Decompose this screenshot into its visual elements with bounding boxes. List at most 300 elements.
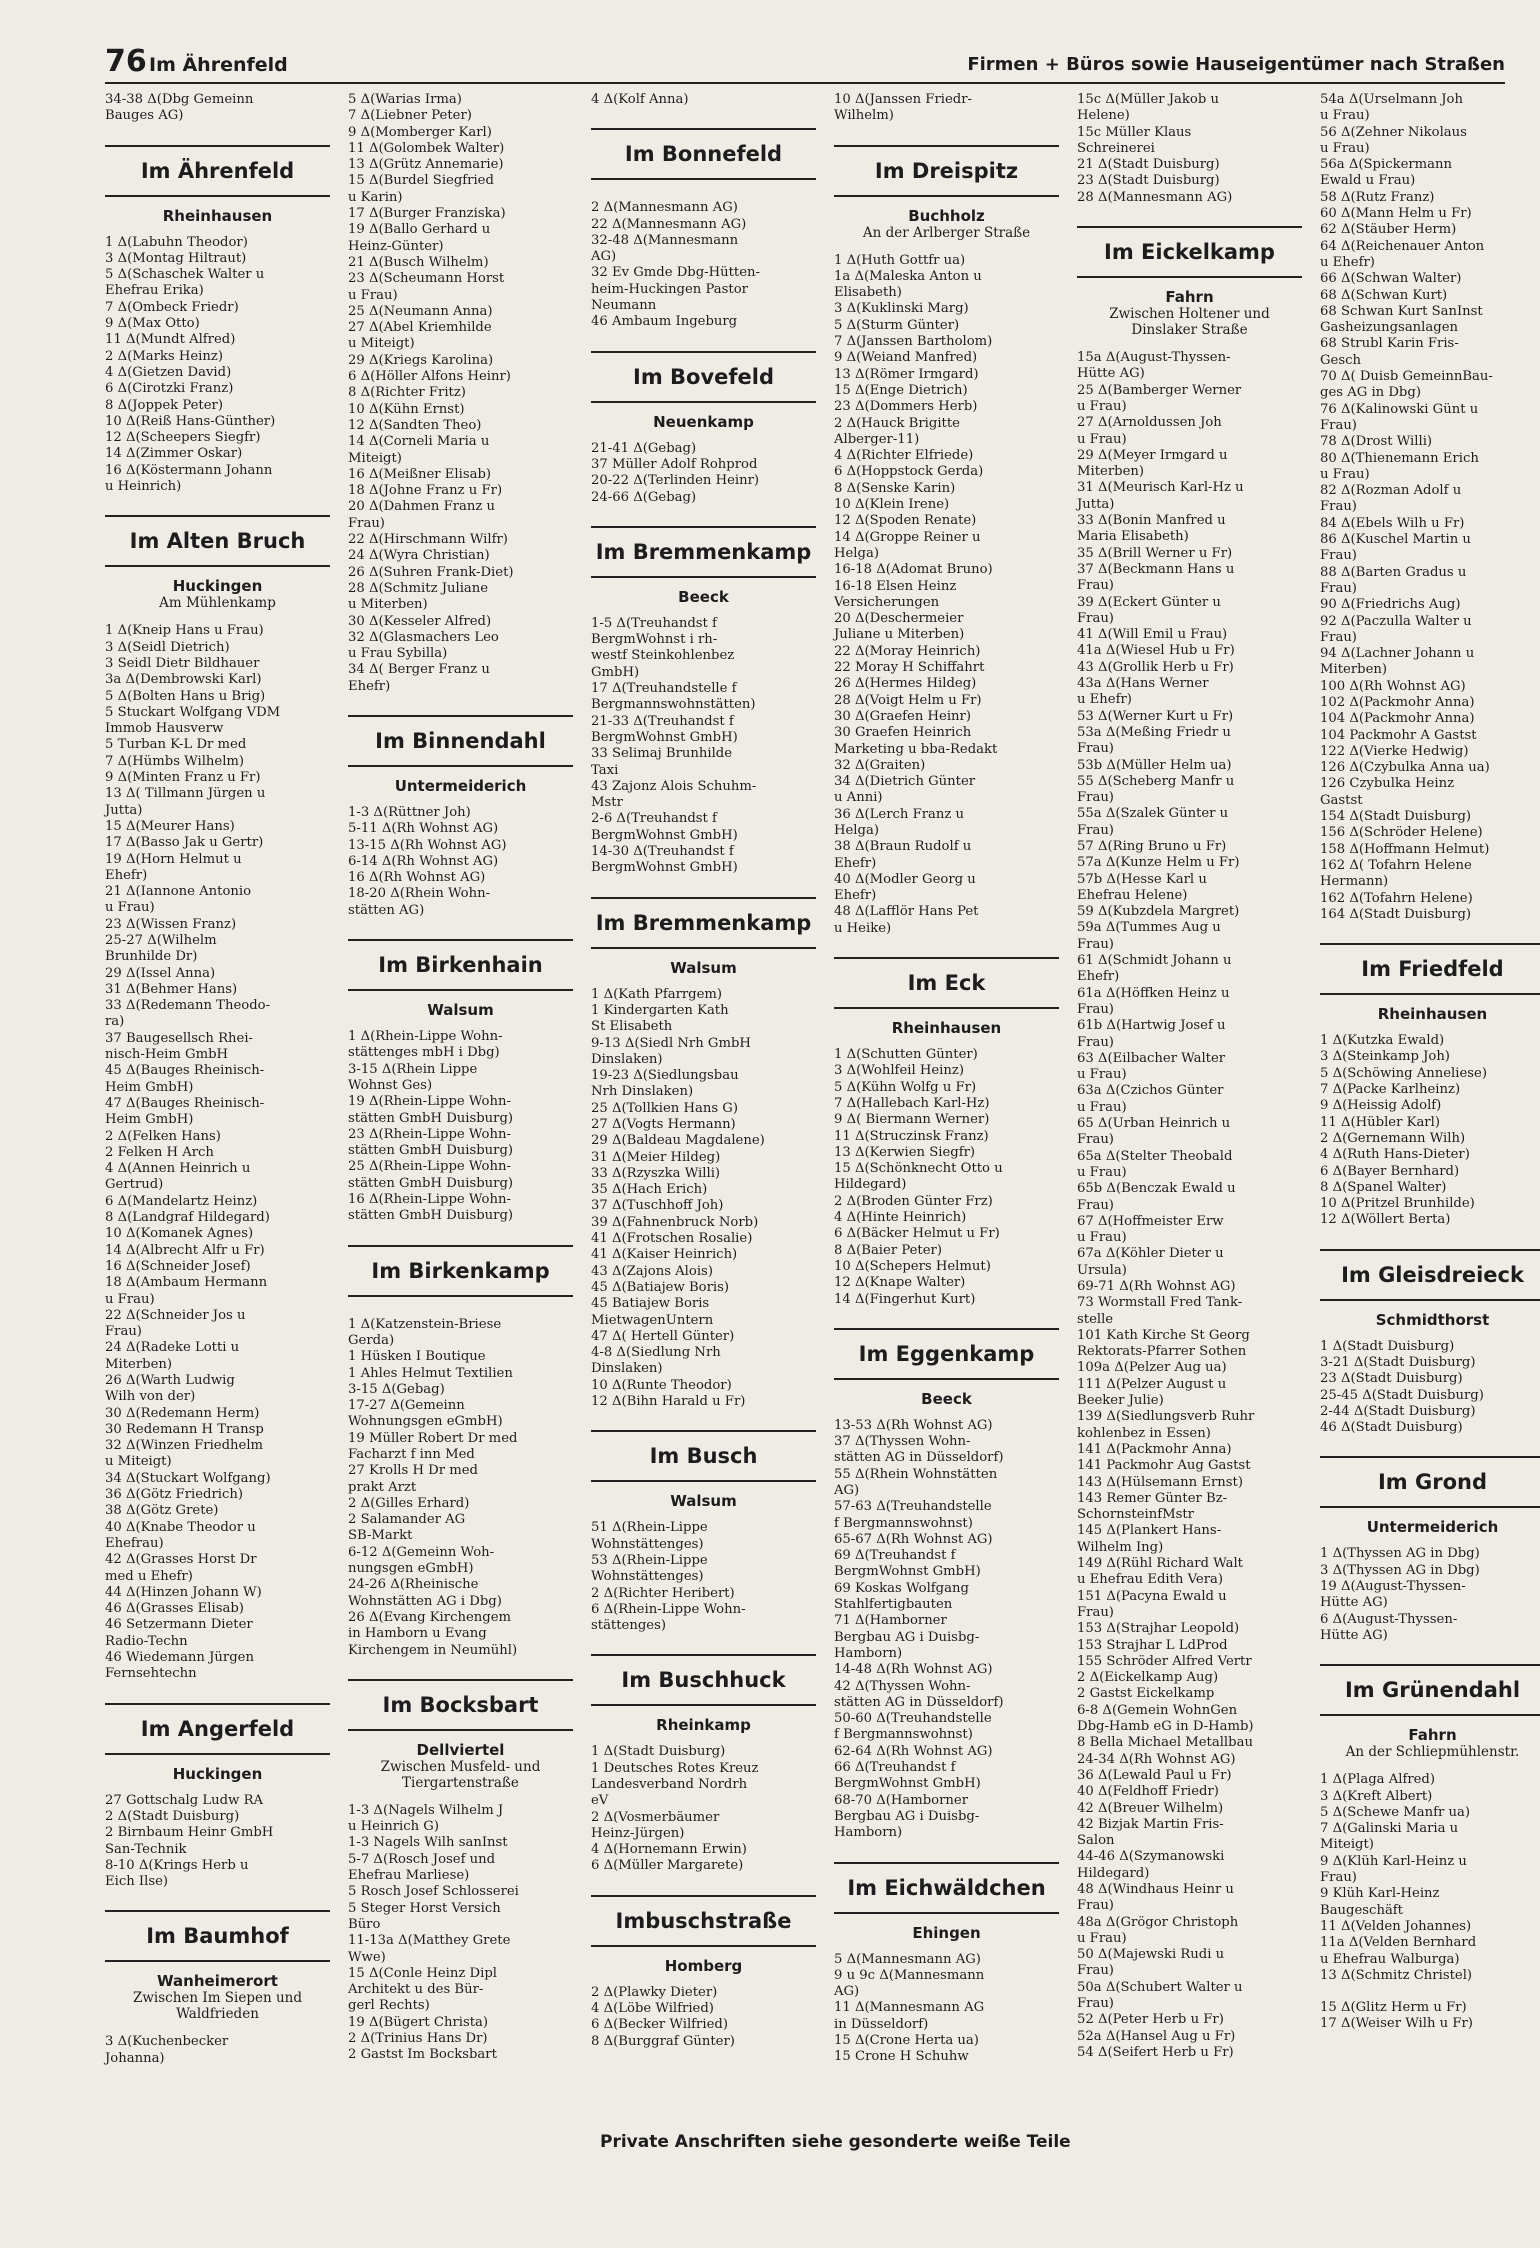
directory-entry: 16-18 Δ(Adomat Bruno) (834, 562, 993, 578)
directory-entry: 19-23 Δ(Siedlungsbau (591, 1068, 739, 1084)
directory-entry: 21 Δ(Stadt Duisburg) (1077, 157, 1220, 173)
directory-entry: kohlenbez in Essen) (1077, 1425, 1211, 1441)
directory-entry: Frau) (1077, 1001, 1114, 1017)
directory-entry: Wilhelm) (834, 108, 894, 124)
directory-entry: Salon (1077, 1833, 1115, 1849)
directory-entry: 11-13a Δ(Matthey Grete (348, 1933, 511, 1949)
directory-entry: 2-44 Δ(Stadt Duisburg) (1320, 1403, 1476, 1419)
directory-entry: 9 Δ(Momberger Karl) (348, 124, 492, 140)
directory-entry: 1 Δ(Stadt Duisburg) (591, 1744, 726, 1760)
street-name: Im Ährenfeld (140, 158, 295, 183)
directory-entry: 36 Δ(Lewald Paul u Fr) (1077, 1767, 1232, 1783)
directory-entry: 68-70 Δ(Hamborner (834, 1792, 969, 1808)
directory-entry: 1-3 Nagels Wilh sanInst (348, 1835, 508, 1851)
directory-entry: 149 Δ(Rühl Richard Walt (1077, 1556, 1243, 1572)
street-name: Im Birkenkamp (371, 1258, 550, 1283)
directory-entry: Wwe) (348, 1949, 386, 1965)
directory-entry: 12 Δ(Knape Walter) (834, 1275, 966, 1291)
directory-entry: AG) (834, 1984, 860, 2000)
directory-entry: Frau) (1320, 580, 1357, 596)
directory-entry: 46 Δ(Stadt Duisburg) (1320, 1420, 1463, 1436)
directory-entry: 73 Wormstall Fred Tank- (1077, 1295, 1243, 1311)
directory-entry: Frau) (348, 515, 385, 531)
directory-entry: 104 Δ(Packmohr Anna) (1320, 711, 1475, 727)
directory-entry: Dinslaken) (591, 1051, 663, 1067)
directory-entry: 24 Δ(Radeke Lotti u (105, 1340, 240, 1356)
directory-entry: 28 Δ(Schmitz Juliane (348, 580, 489, 596)
directory-entry: med u Ehefr) (105, 1568, 193, 1584)
directory-entry: 46 Ambaum Ingeburg (591, 314, 738, 330)
directory-entry: 43 Zajonz Alois Schuhm- (591, 778, 757, 794)
directory-entry: SB-Markt (348, 1528, 413, 1544)
directory-entry: 20 Δ(Dahmen Franz u (348, 499, 496, 515)
directory-entry: 1 Δ(Schutten Günter) (834, 1047, 978, 1063)
directory-entry: Jutta) (105, 802, 143, 818)
directory-entry: 71 Δ(Hamborner (834, 1613, 947, 1629)
directory-entry: Stahlfertigbauten (834, 1597, 953, 1613)
directory-entry: 23 Δ(Scheumann Horst (348, 271, 505, 287)
directory-entry: Ehefr) (834, 855, 877, 871)
column-5 (1077, 92, 1302, 2061)
directory-entry: stätten GmbH Duisburg) (348, 1175, 514, 1191)
directory-entry: 30 Δ(Redemann Herm) (105, 1405, 260, 1421)
directory-entry: 20 Δ(Deschermeier (834, 611, 964, 627)
directory-entry: 29 Δ(Meyer Irmgard u (1077, 447, 1228, 463)
directory-entry: 21-41 Δ(Gebag) (591, 440, 697, 456)
directory-entry: 1 Δ(Thyssen AG in Dbg) (1320, 1546, 1480, 1562)
directory-entry: Miterben) (1320, 662, 1388, 678)
directory-entry: 41a Δ(Wiesel Hub u Fr) (1077, 643, 1235, 659)
directory-entry: 9 Δ(Heissig Adolf) (1320, 1098, 1442, 1114)
directory-entry: 42 Δ(Thyssen Wohn- (834, 1678, 971, 1694)
street-name: Im Eickelkamp (1104, 240, 1275, 265)
directory-entry: 37 Δ(Thyssen Wohn- (834, 1434, 971, 1450)
directory-entry: 2 Gastst Eickelkamp (1077, 1686, 1215, 1702)
directory-entry: 29 Δ(Baldeau Magdalene) (591, 1133, 765, 1149)
directory-entry: 15a Δ(August-Thyssen- (1077, 350, 1231, 366)
street-name: Im Gleisdreieck (1341, 1262, 1524, 1287)
directory-entry: Frau) (1077, 578, 1114, 594)
directory-entry: 4 Δ(Richter Elfriede) (834, 448, 974, 464)
directory-entry: Ehefr) (348, 678, 391, 694)
street-heading (834, 957, 1059, 1009)
directory-entry: 1 Ahles Helmut Textilien (348, 1365, 513, 1381)
directory-entry: nungsgen eGmbH) (348, 1561, 474, 1577)
directory-entry: gerl Rechts) (348, 1998, 430, 2014)
directory-entry: 24 Δ(Wyra Christian) (348, 548, 490, 564)
directory-entry: 1 Kindergarten Kath (591, 1002, 729, 1018)
directory-entry: 8 Bella Michael Metallbau (1077, 1735, 1253, 1751)
directory-entry: Hamborn) (834, 1645, 903, 1661)
directory-entry: 19 Δ(Horn Helmut u (105, 851, 242, 867)
street-heading (105, 1910, 330, 1962)
street-name: Im Eichwäldchen (847, 1875, 1046, 1900)
directory-entry: 54 Δ(Seifert Herb u Fr) (1077, 2044, 1234, 2060)
directory-entry: 3a Δ(Dembrowski Karl) (105, 672, 262, 688)
directory-entry: 23 Δ(Rhein-Lippe Wohn- (348, 1126, 511, 1142)
directory-entry: 13 Δ(Grütz Annemarie) (348, 157, 504, 173)
directory-entry: 34 Δ( Berger Franz u (348, 662, 490, 678)
district-name: Beeck (678, 587, 729, 606)
directory-entry: Miteigt) (1320, 1837, 1374, 1853)
directory-entry: 53 Δ(Werner Kurt u Fr) (1077, 708, 1234, 724)
directory-entry: 1-3 Δ(Nagels Wilhelm J (348, 1802, 504, 1818)
directory-entry: stätten GmbH Duisburg) (348, 1143, 514, 1159)
directory-entry: Heim GmbH) (105, 1079, 194, 1095)
directory-entry: 15 Δ(Schönknecht Otto u (834, 1161, 1003, 1177)
directory-entry: 53b Δ(Müller Helm ua) (1077, 757, 1232, 773)
directory-entry: u Miteigt) (348, 336, 415, 352)
directory-entry: AG) (834, 1483, 860, 1498)
directory-entry: 70 Δ( Duisb GemeinnBau- (1320, 369, 1493, 385)
directory-entry: 22 Δ(Mannesmann AG) (591, 216, 747, 232)
directory-entry: 29 Δ(Kriegs Karolina) (348, 352, 494, 368)
directory-entry: 2 Salamander AG (348, 1512, 466, 1528)
directory-entry: 5 Δ(Warias Irma) (348, 92, 462, 107)
street-extent: An der Schliepmühlenstr. (1345, 1744, 1520, 1761)
directory-entry: BergmWohnst GmbH) (591, 827, 738, 843)
directory-entry: 39 Δ(Fahnenbruck Norb) (591, 1214, 759, 1230)
directory-entry: 26 Δ(Hermes Hildeg) (834, 676, 977, 692)
directory-entry: 44 Δ(Hinzen Johann W) (105, 1584, 262, 1600)
directory-entry: 2 Δ(Vosmerbäumer (591, 1809, 720, 1825)
directory-entry: BergmWohnst GmbH) (834, 1776, 981, 1792)
directory-entry: 8 Δ(Landgraf Hildegard) (105, 1210, 270, 1226)
district-name: Buchholz (908, 206, 985, 225)
directory-entry: Ehefrau Marliese) (348, 1868, 470, 1884)
directory-entry: 37 Müller Adolf Rohprod (591, 456, 758, 472)
directory-entry: Frau) (1077, 1996, 1114, 2012)
directory-entry: BergmWohnst GmbH) (591, 860, 738, 876)
street-heading (1320, 1664, 1540, 1716)
directory-entry: u Frau Sybilla) (348, 646, 448, 662)
street-name: Im Friedfeld (1361, 957, 1504, 982)
street-heading (591, 351, 816, 403)
directory-entry: Ehefr) (105, 867, 148, 883)
directory-entry: 48a Δ(Grögor Christoph (1077, 1914, 1239, 1930)
directory-entry: 31 Δ(Meurisch Karl-Hz u (1077, 480, 1244, 496)
directory-entry: 3 Δ(Kreft Albert) (1320, 1788, 1433, 1804)
directory-entry: 34 Δ(Dietrich Günter (834, 774, 976, 790)
directory-entry: Radio-Techn (105, 1633, 188, 1649)
directory-entry: Alberger-11) (834, 431, 920, 447)
directory-entry: 27 Gottschalg Ludw RA (105, 1792, 264, 1808)
directory-entry: 153 Δ(Strajhar Leopold) (1077, 1621, 1240, 1637)
directory-entry: u Frau) (1077, 1164, 1127, 1180)
directory-entry: Wilh von der) (105, 1389, 196, 1405)
directory-entry: 141 Packmohr Aug Gastst (1077, 1458, 1251, 1474)
directory-entry: westf Steinkohlenbez (591, 648, 735, 664)
street-heading (834, 145, 1059, 197)
street-extent: Am Mühlenkamp (159, 595, 276, 612)
directory-entry: 11 Δ(Velden Johannes) (1320, 1918, 1472, 1934)
directory-entry: 5-11 Δ(Rh Wohnst AG) (348, 821, 499, 837)
directory-entry: 5 Δ(Bolten Hans u Brig) (105, 688, 266, 704)
directory-entry: SchornsteinfMstr (1077, 1507, 1194, 1523)
directory-entry: 48 Δ(Lafflör Hans Pet (834, 904, 979, 920)
district-name: Wanheimerort (157, 1972, 278, 1991)
directory-entry: Frau) (1077, 936, 1114, 952)
directory-entry: Ursula) (1077, 1262, 1127, 1278)
directory-entry: 61b Δ(Hartwig Josef u (1077, 1018, 1226, 1034)
directory-entry: 2 Gastst Im Bocksbart (348, 2047, 497, 2063)
directory-entry: 101 Kath Kirche St Georg (1077, 1327, 1250, 1343)
directory-entry: heim-Huckingen Pastor (591, 281, 748, 297)
directory-entry: Miterben) (105, 1356, 173, 1372)
directory-entry: 31 Δ(Behmer Hans) (105, 981, 238, 997)
directory-entry: 6 Δ(August-Thyssen- (1320, 1611, 1458, 1627)
district-name: Walsum (670, 958, 737, 977)
directory-entry: Taxi (591, 762, 619, 778)
directory-entry: 1a Δ(Maleska Anton u (834, 268, 982, 284)
directory-entry: 10 Δ(Klein Irene) (834, 497, 950, 513)
directory-entry: Frau) (1077, 1034, 1114, 1050)
directory-entry: 2 Δ(Plawky Dieter) (591, 1984, 718, 2000)
directory-entry: u Anni) (834, 790, 883, 806)
street-heading (834, 1328, 1059, 1380)
directory-entry: Bauges AG) (105, 108, 184, 124)
street-name: Im Bonnefeld (624, 142, 783, 167)
directory-entry: 1 Δ(Rhein-Lippe Wohn- (348, 1029, 503, 1045)
directory-entry: 3 Δ(Steinkamp Joh) (1320, 1049, 1450, 1065)
directory-entry: 25-27 Δ(Wilhelm (105, 932, 217, 948)
directory-entry: 164 Δ(Stadt Duisburg) (1320, 906, 1472, 922)
directory-entry: 65b Δ(Benczak Ewald u (1077, 1181, 1236, 1197)
street-name: Im Bremmenkamp (595, 539, 812, 564)
directory-entry: 82 Δ(Rozman Adolf u (1320, 483, 1462, 499)
directory-entry: Bergbau AG i Duisbg- (834, 1629, 980, 1645)
directory-entry: 63a Δ(Czichos Günter (1077, 1083, 1224, 1099)
directory-entry: 34 Δ(Stuckart Wolfgang) (105, 1470, 271, 1486)
directory-entry: 28 Δ(Voigt Helm u Fr) (834, 692, 982, 708)
directory-entry: Maria Elisabeth) (1077, 529, 1189, 545)
directory-entry: 9 Klüh Karl-Heinz (1320, 1886, 1440, 1902)
directory-entry: 162 Δ(Tofahrn Helene) (1320, 890, 1473, 906)
directory-entry: 33 Δ(Rzyszka Willi) (591, 1165, 721, 1181)
directory-entry: 100 Δ(Rh Wohnst AG) (1320, 678, 1466, 694)
directory-entry: stelle (1077, 1311, 1114, 1327)
directory-entry: 32 Δ(Glasmachers Leo (348, 629, 499, 645)
street-heading (591, 897, 816, 949)
district-name: Untermeiderich (1366, 1518, 1499, 1537)
directory-entry: 22 Δ(Schneider Jos u (105, 1307, 246, 1323)
directory-entry: Helene) (1077, 108, 1130, 124)
directory-entry: 17 Δ(Treuhandstelle f (591, 681, 737, 697)
directory-entry: 25 Δ(Tollkien Hans G) (591, 1100, 738, 1116)
directory-entry: 11 Δ(Golombek Walter) (348, 140, 505, 156)
header-caption: Firmen + Büros sowie Hauseigentümer nach Straßen (967, 54, 1505, 75)
directory-entry: 59 Δ(Kubzdela Margret) (1077, 904, 1240, 920)
directory-entry: Jutta) (1077, 496, 1115, 512)
directory-entry: 2 Δ(Broden Günter Frz) (834, 1193, 993, 1209)
directory-entry: AG) (591, 249, 617, 265)
directory-entry: 141 Δ(Packmohr Anna) (1077, 1441, 1232, 1457)
directory-entry: 139 Δ(Siedlungsverb Ruhr (1077, 1409, 1255, 1425)
directory-entry: 43a Δ(Hans Werner (1077, 676, 1209, 692)
directory-entry: MietwagenUntern (591, 1312, 714, 1328)
directory-entry: 41 Δ(Kaiser Heinrich) (591, 1247, 738, 1263)
directory-entry: Wohnst Ges) (348, 1077, 433, 1093)
directory-entry: 30 Δ(Graefen Heinr) (834, 708, 971, 724)
directory-entry: 61 Δ(Schmidt Johann u (1077, 953, 1232, 969)
directory-entry: 1 Δ(Kutzka Ewald) (1320, 1033, 1445, 1049)
directory-entry: 65 Δ(Urban Heinrich u (1077, 1116, 1231, 1132)
directory-entry: 5 Δ(Sturm Günter) (834, 317, 960, 333)
directory-entry: 40 Δ(Feldhoff Friedr) (1077, 1784, 1219, 1800)
directory-entry: 1-5 Δ(Treuhandst f (591, 615, 717, 631)
directory-entry: 59a Δ(Tummes Aug u (1077, 920, 1221, 936)
directory-entry: Heinz-Günter) (348, 238, 444, 254)
directory-entry: 40 Δ(Modler Georg u (834, 871, 976, 887)
directory-entry: Juliane u Miterben) (834, 627, 965, 643)
directory-entry: u Frau) (1320, 108, 1370, 124)
directory-entry: Miterben) (1077, 464, 1145, 480)
directory-entry: 19 Δ(August-Thyssen- (1320, 1579, 1466, 1595)
directory-entry: 17 Δ(Weiser Wilh u Fr) (1320, 2016, 1473, 2032)
directory-entry: 6 Δ(Rhein-Lippe Wohn- (591, 1601, 746, 1617)
directory-entry: 23 Δ(Stadt Duisburg) (1320, 1371, 1463, 1387)
directory-entry: Frau) (1077, 610, 1114, 626)
directory-entry: 17 Δ(Basso Jak u Gertr) (105, 835, 264, 851)
directory-entry: 12 Δ(Bihn Harald u Fr) (591, 1394, 746, 1410)
directory-entry: 3 Δ(Seidl Dietrich) (105, 639, 230, 655)
directory-entry: 18-20 Δ(Rhein Wohn- (348, 886, 491, 902)
street-extent: Zwischen Holtener und Dinslaker Straße (1109, 306, 1270, 339)
directory-entry: 24-66 Δ(Gebag) (591, 489, 697, 505)
directory-entry: 10 Δ(Reiß Hans-Günther) (105, 413, 276, 429)
directory-entry: Frau) (1077, 822, 1114, 838)
directory-entry: 122 Δ(Vierke Hedwig) (1320, 743, 1469, 759)
directory-entry: 145 Δ(Plankert Hans- (1077, 1523, 1222, 1539)
directory-entry: 69-71 Δ(Rh Wohnst AG) (1077, 1279, 1236, 1294)
directory-entry: 9 Δ(Weiand Manfred) (834, 350, 978, 366)
directory-entry: Frau) (1320, 499, 1357, 515)
street-heading (1320, 943, 1540, 995)
directory-entry: 29 Δ(Issel Anna) (105, 965, 216, 981)
directory-entry: 13 Δ(Römer Irmgard) (834, 366, 979, 382)
directory-entry: Frau) (1077, 1963, 1114, 1979)
directory-entry: 30 Δ(Kesseler Alfred) (348, 613, 492, 629)
directory-entry: 25 Δ(Bamberger Werner (1077, 382, 1242, 398)
directory-entry: 31 Δ(Meier Hildeg) (591, 1149, 721, 1165)
directory-entry: Hütte AG) (1320, 1627, 1388, 1643)
directory-entry: nisch-Heim GmbH (105, 1047, 229, 1063)
directory-entry: 7 Δ(Hümbs Wilhelm) (105, 753, 245, 769)
column-1 (105, 92, 330, 2067)
directory-entry: u Frau) (1077, 398, 1127, 414)
directory-entry: 8 Δ(Burggraf Günter) (591, 2033, 735, 2049)
directory-entry: 8 Δ(Spanel Walter) (1320, 1179, 1447, 1195)
directory-entry: 38 Δ(Götz Grete) (105, 1503, 219, 1519)
directory-entry: stättenges mbH i Dbg) (348, 1045, 500, 1061)
directory-entry: 2 Δ(Mannesmann AG) (591, 200, 738, 216)
directory-entry: 94 Δ(Lachner Johann u (1320, 646, 1475, 662)
directory-entry: 10 Δ(Runte Theodor) (591, 1377, 732, 1393)
directory-entry: Frau) (1320, 629, 1357, 645)
directory-entry: 21 Δ(Busch Wilhelm) (348, 254, 489, 270)
directory-entry: 3 Δ(Kuklinski Marg) (834, 301, 969, 317)
directory-entry: 7 Δ(Galinski Maria u (1320, 1821, 1459, 1837)
directory-entry: Bergbau AG i Duisbg- (834, 1808, 980, 1824)
directory-entry: Fernsehtechn (105, 1666, 197, 1682)
directory-entry: 16 Δ(Rh Wohnst AG) (348, 870, 486, 886)
directory-entry: 2 Δ(Gilles Erhard) (348, 1495, 470, 1511)
street-heading (1320, 1456, 1540, 1508)
directory-entry: 65a Δ(Stelter Theobald (1077, 1148, 1233, 1164)
directory-entry: 34-38 Δ(Dbg Gemeinn (105, 92, 254, 107)
directory-entry: Versicherungen (834, 594, 940, 610)
directory-entry: 57 Δ(Ring Bruno u Fr) (1077, 838, 1227, 854)
directory-entry: 5-7 Δ(Rosch Josef und (348, 1851, 496, 1867)
street-name: Im Binnendahl (375, 728, 546, 753)
directory-entry: 50a Δ(Schubert Walter u (1077, 1979, 1243, 1995)
directory-entry: 11 Δ(Hübler Karl) (1320, 1114, 1440, 1130)
directory-entry: GmbH) (591, 664, 640, 680)
street-heading (591, 1654, 816, 1706)
directory-entry: 43 Δ(Grollik Herb u Fr) (1077, 659, 1234, 675)
directory-entry: 76 Δ(Kalinowski Günt u (1320, 401, 1479, 417)
directory-entry: 12 Δ(Sandten Theo) (348, 417, 482, 433)
directory-entry: f Bergmannswohnst) (834, 1727, 973, 1743)
directory-entry: u Heinrich G) (348, 1819, 439, 1835)
directory-entry: 13-53 Δ(Rh Wohnst AG) (834, 1417, 993, 1433)
directory-entry: 3 Δ(Thyssen AG in Dbg) (1320, 1562, 1480, 1578)
directory-entry: 1 Δ(Labuhn Theodor) (105, 234, 248, 250)
directory-entry: 58 Δ(Rutz Franz) (1320, 189, 1435, 205)
directory-entry: 5 Turban K-L Dr med (105, 737, 247, 753)
directory-entry: 4 Δ(Hornemann Erwin) (591, 1842, 747, 1858)
district-name: Fahrn (1165, 288, 1214, 307)
directory-entry: 4 Δ(Hinte Heinrich) (834, 1210, 967, 1226)
directory-entry: 15 Δ(Crone Herta ua) (834, 2033, 979, 2049)
directory-entry: 3 Δ(Wohlfeil Heinz) (834, 1063, 964, 1079)
directory-entry: u Miteigt) (105, 1454, 172, 1470)
directory-entry: 14-48 Δ(Rh Wohnst AG) (834, 1662, 993, 1678)
directory-entry: 2 Δ(Stadt Duisburg) (105, 1808, 240, 1824)
directory-entry: 78 Δ(Drost Willi) (1320, 434, 1433, 450)
directory-entry: 6 Δ(Müller Margarete) (591, 1858, 744, 1874)
directory-entry: 16-18 Elsen Heinz (834, 578, 957, 594)
directory-entry: 57b Δ(Hesse Karl u (1077, 871, 1207, 887)
directory-entry: St Elisabeth (591, 1019, 673, 1035)
directory-entry: 17 Δ(Burger Franziska) (348, 206, 506, 222)
directory-entry: 6-8 Δ(Gemein WohnGen (1077, 1702, 1238, 1718)
directory-entry: 15 Δ(Glitz Herm u Fr) (1320, 2000, 1467, 2016)
directory-entry: 5 Δ(Schaschek Walter u (105, 267, 265, 283)
directory-entry: u Ehefr) (1320, 254, 1375, 270)
directory-entry: Frau) (105, 1324, 142, 1340)
street-name: Im Bovefeld (633, 364, 774, 389)
directory-entry: 14 Δ(Groppe Reiner u (834, 529, 981, 545)
directory-entry: 23 Δ(Wissen Franz) (105, 916, 237, 932)
directory-entry: 2-6 Δ(Treuhandst f (591, 811, 717, 827)
directory-entry: Marketing u bba-Redakt (834, 741, 998, 757)
directory-entry: stättenges) (591, 1618, 666, 1634)
directory-entry: 8 Δ(Baier Peter) (834, 1242, 942, 1258)
district-name: Untermeiderich (394, 776, 527, 795)
directory-entry: Bergmannswohnstätten) (591, 697, 756, 713)
directory-entry: 16 Δ(Schneider Josef) (105, 1258, 251, 1274)
directory-entry: 41 Δ(Frotschen Rosalie) (591, 1231, 753, 1247)
directory-entry: 68 Strubl Karin Fris- (1320, 336, 1459, 352)
district-name: Fahrn (1408, 1726, 1457, 1745)
street-name: Im Eck (907, 971, 986, 996)
directory-entry: 15 Δ(Meurer Hans) (105, 818, 235, 834)
column-3 (591, 92, 816, 2050)
directory-entry: Beeker Julie) (1077, 1393, 1164, 1409)
directory-entry: 37 Baugesellsch Rhei- (105, 1030, 254, 1046)
directory-entry: Helga) (834, 822, 879, 838)
